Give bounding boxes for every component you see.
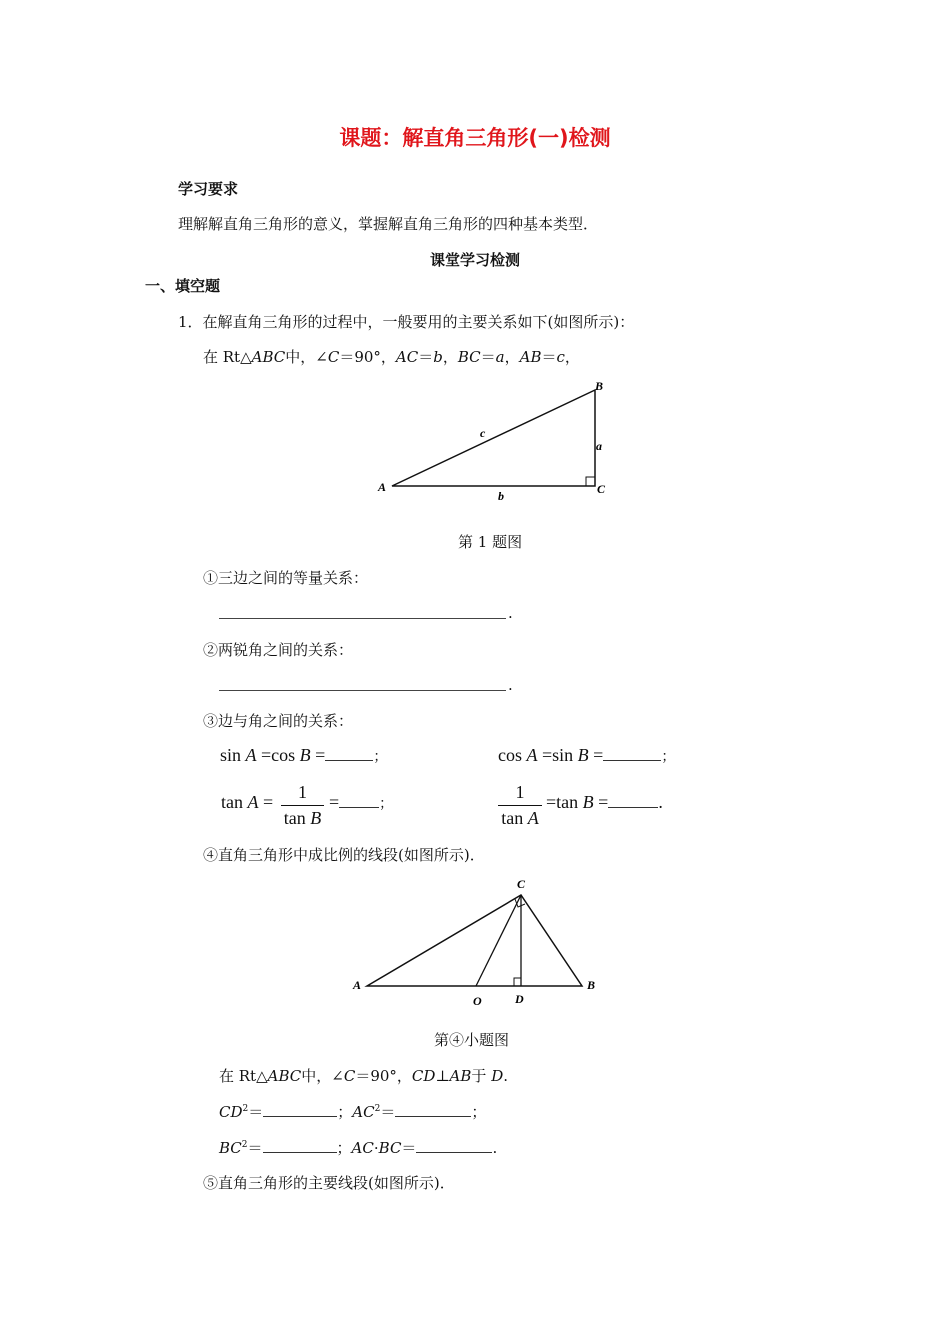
fraction-1-over-tan-b: 1 tan B: [281, 782, 324, 829]
section-heading: 课堂学习检测: [429, 251, 520, 269]
item-1-label: ①三边之间的等量关系：: [203, 569, 369, 587]
blank-tan-b[interactable]: [608, 805, 658, 808]
blank-cos-a[interactable]: [603, 758, 661, 761]
right-angle-mark: [586, 477, 595, 486]
item-2-label: ②两锐角之间的关系：: [203, 641, 354, 659]
blank-line-1[interactable]: [219, 618, 506, 619]
label-side-b: b: [498, 489, 504, 503]
blank-sin-a[interactable]: [325, 758, 373, 761]
triangle-abc: [367, 895, 582, 986]
label-b-vertex: B: [595, 379, 604, 393]
figure-1-right-triangle: [370, 375, 620, 505]
equation-cos-a: cos A =sin B = ；: [498, 745, 676, 765]
item-3-label: ③边与角之间的关系：: [203, 712, 354, 730]
label-side-a: a: [596, 439, 602, 453]
requirement-text: 理解解直角三角形的意义，掌握解直角三角形的四种基本类型．: [178, 215, 599, 233]
label-a-vertex: A: [353, 978, 362, 992]
equation-tan-b: =tan B = .: [546, 792, 663, 812]
blank-line-1-period: .: [508, 604, 513, 622]
equation-tan-a-blank: = ；: [329, 792, 394, 812]
blank-line-2[interactable]: [219, 690, 506, 691]
right-angle-mark-c: [515, 899, 525, 907]
page-title: 课题：解直角三角形(一)检测: [339, 126, 611, 150]
label-b-vertex: B: [587, 978, 596, 992]
label-c-vertex: C: [597, 482, 606, 496]
blank-line-2-period: .: [508, 676, 513, 694]
item-4-label: ④直角三角形中成比例的线段(如图所示)．: [203, 846, 485, 864]
condition-2: 在 Rt△ABC中，∠C＝90°，CD⊥AB于 D.: [219, 1067, 509, 1085]
right-angle-mark-d: [514, 978, 521, 986]
question-1-text: 1．在解直角三角形的过程中，一般要用的主要关系如下(如图所示)：: [178, 313, 635, 331]
relation-row-2: $BC^2=$ ；AC·BC＝ .: [219, 1139, 498, 1157]
fraction-1-over-tan-a: 1 tan A: [498, 782, 542, 829]
equation-tan-a-left: tan A =: [221, 792, 274, 812]
blank-ac-squared[interactable]: [395, 1114, 471, 1117]
question-1-condition: 在 Rt△ABC中，∠C＝90°，AC＝b，BC＝a，AB＝c，: [203, 348, 580, 366]
figure-1-caption: 第 1 题图: [458, 533, 523, 551]
blank-tan-a[interactable]: [339, 805, 379, 808]
blank-cd-squared[interactable]: [263, 1114, 337, 1117]
label-c-vertex: C: [517, 877, 526, 891]
label-side-c: c: [480, 426, 486, 440]
figure-4-caption: 第④小题图: [434, 1031, 510, 1049]
relation-row-1: $CD^2=$ ；$AC^2=$ ；: [219, 1103, 487, 1121]
figure-4-triangle-altitude: [345, 872, 610, 1012]
label-d-point: D: [515, 992, 524, 1006]
label-a-vertex: A: [378, 480, 387, 494]
blank-ac-times-bc[interactable]: [416, 1150, 492, 1153]
item-5-label: ⑤直角三角形的主要线段(如图所示)．: [203, 1174, 455, 1192]
triangle-abc: [392, 390, 595, 486]
label-o-point: O: [473, 994, 482, 1008]
equation-sin-a: sin A =cos B = ；: [220, 745, 388, 765]
part1-heading: 一、填空题: [145, 277, 221, 295]
blank-bc-squared[interactable]: [263, 1150, 337, 1153]
requirement-heading: 学习要求: [178, 180, 239, 198]
